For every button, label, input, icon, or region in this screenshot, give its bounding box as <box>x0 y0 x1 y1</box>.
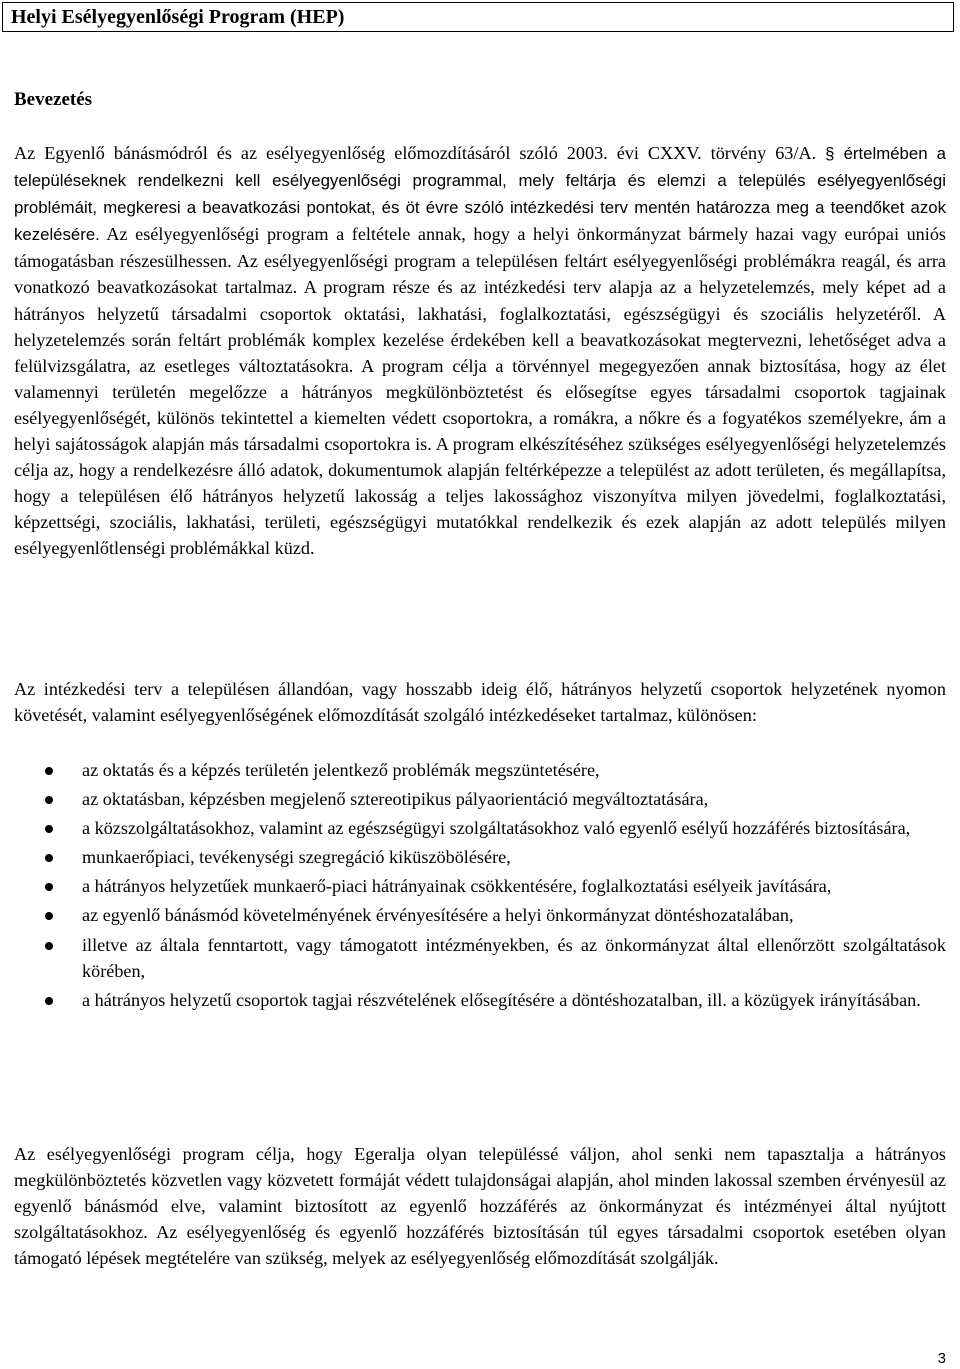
list-item-text: munkaerőpiaci, tevékenységi szegregáció kiküszöbölésére, <box>82 847 511 868</box>
bullet-icon <box>45 767 53 775</box>
bullet-icon <box>45 883 53 891</box>
list-item <box>0 873 946 899</box>
section-heading: Bevezetés <box>14 89 93 110</box>
list-item <box>0 987 946 1013</box>
list-item <box>0 815 946 841</box>
bullet-icon <box>45 854 53 862</box>
bullet-icon <box>45 825 53 833</box>
bullet-icon <box>45 796 53 804</box>
list-item-text: az oktatásban, képzésben megjelenő sztereotipikus pályaorientáció megváltoztatására, <box>82 789 709 810</box>
bullet-icon <box>45 912 53 920</box>
list-item-text: az oktatás és a képzés területén jelentkező problémák megszüntetésére, <box>82 760 600 780</box>
list-item <box>0 902 946 928</box>
action-plan-paragraph: Az intézkedési terv a településen állandóan, vagy hosszabb ideig élő, hátrányos helyzetű csoportok helyzetének nyomon követését, valamint esélyegyenlőségének előmozdítását szolgáló intézkedéseket tartalmaz, különösen: <box>14 679 946 726</box>
list-item-text: a közszolgáltatásokhoz, valamint az egészségügyi szolgáltatásokhoz való egyenlő esélyű hozzáférés biztosítására, <box>82 818 911 839</box>
program-goal-paragraph: Az esélyegyenlőségi program célja, hogy Egeralja olyan településsé váljon, ahol senki nem tapasztalja a hátrányos megkülönböztetés közvetlen vagy közvetett formáját védett tulajdonságai alapján, ahol minden lakossal szemben érvényesül az egyenlő bánásmód elve, valamint biztosított az egyenlő hozzáférés az önkormányzat és intézményei által nyújtott szolgáltatásokhoz. Az esélyegyenlőség és egyenlő hozzáférés biztosításán túl egyes társadalmi csoportok esetében olyan támogató lépések megtételére van szükség, melyek az esélyegyenlőség előmozdítását szolgálják. <box>14 1144 946 1269</box>
list-item <box>0 757 946 783</box>
list-item <box>0 932 946 984</box>
intro-paragraph-part-c: Az esélyegyenlőségi program a feltétele annak, hogy a helyi önkormányzat bármely hazai vagy európai uniós támogatásban részesülhessen. Az esélyegyenlőségi program a településen feltárt esélyegyenlőségi problémákra reagál, és arra vonatkozó beavatkozásokat tartalmaz. A program része és az intézkedési terv alapja az a helyzetelemzés, mely képet ad a hátrányos helyzetű társadalmi csoportok oktatási, lakhatási, foglalkoztatási, egészségügyi és szociális helyzetéről. A helyzetelemzés során feltárt problémák komplex kezelése érdekében kell a beavatkozásokat megtervezni, lehetőséget adva a felülvizsgálatra, az esetleges változtatásokra. A program célja a törvénnyel megegyezően annak biztosítása, hogy az élet valamennyi területén megelőzze a hátrányos megkülönböztetést és elősegítse egyes társadalmi csoportok tagjainak esélyegyenlőségét, különös tekintettel a kiemelten védett csoportokra, a romákra, a nőkre és a fogyatékos személyekre, ám a helyi sajátosságok alapján más társadalmi csoportokra is. A program elkészítéséhez szükséges esélyegyenlőségi helyzetelemzés célja az, hogy a rendelkezésre álló adatok, dokumentumok alapján feltérképezze a települést az adott területen, és megállapítsa, hogy a településen élő hátrányos helyzetű lakosság a teljes lakossághoz viszonyítva milyen jövedelmi, foglalkoztatási, képzettségi, szociális, lakhatási, területi, egészségügyi mutatókkal rendelkezik és ezek alapján az adott település milyen esélyegyenlőtlenségi problémákkal küzd. <box>14 224 946 559</box>
bullet-icon <box>45 942 53 950</box>
document-title: Helyi Esélyegyenlőségi Program (HEP) <box>11 6 345 28</box>
bullet-icon <box>45 997 53 1005</box>
list-item <box>0 844 946 870</box>
measures-list <box>0 757 946 1013</box>
intro-paragraph-part-a: Az Egyenlő bánásmódról és az esélyegyenlőség előmozdításáról szóló 2003. évi CXXV. törvény 63/A. <box>14 143 826 163</box>
page-number: 3 <box>937 1350 946 1367</box>
document-header <box>2 2 954 32</box>
list-item-text: illetve az általa fenntartott, vagy támogatott intézményekben, és az önkormányzat által ellenőrzött szolgáltatások körében, <box>82 934 946 981</box>
list-item <box>0 786 946 812</box>
intro-paragraph-part-b: § értelmében a településeknek rendelkezni kell esélyegyenlőségi programmal, mely feltárja és elemzi a település esélyegyenlőségi problémáit, megkeresi a beavatkozási pontokat, és öt évre szóló intézkedési terv mentén határozza meg a teendőket azok kezelésére. <box>14 144 946 245</box>
list-item-text: a hátrányos helyzetűek munkaerő-piaci hátrányainak csökkentésére, foglalkoztatási esélyeik javítására, <box>82 876 832 897</box>
intro-paragraph <box>14 140 946 562</box>
list-item-text: az egyenlő bánásmód követelményének érvényesítésére a helyi önkormányzat döntéshozatalában, <box>82 905 794 926</box>
list-item-text: a hátrányos helyzetű csoportok tagjai részvételének elősegítésére a döntéshozatalban, ill. a közügyek irányításában. <box>82 989 921 1010</box>
